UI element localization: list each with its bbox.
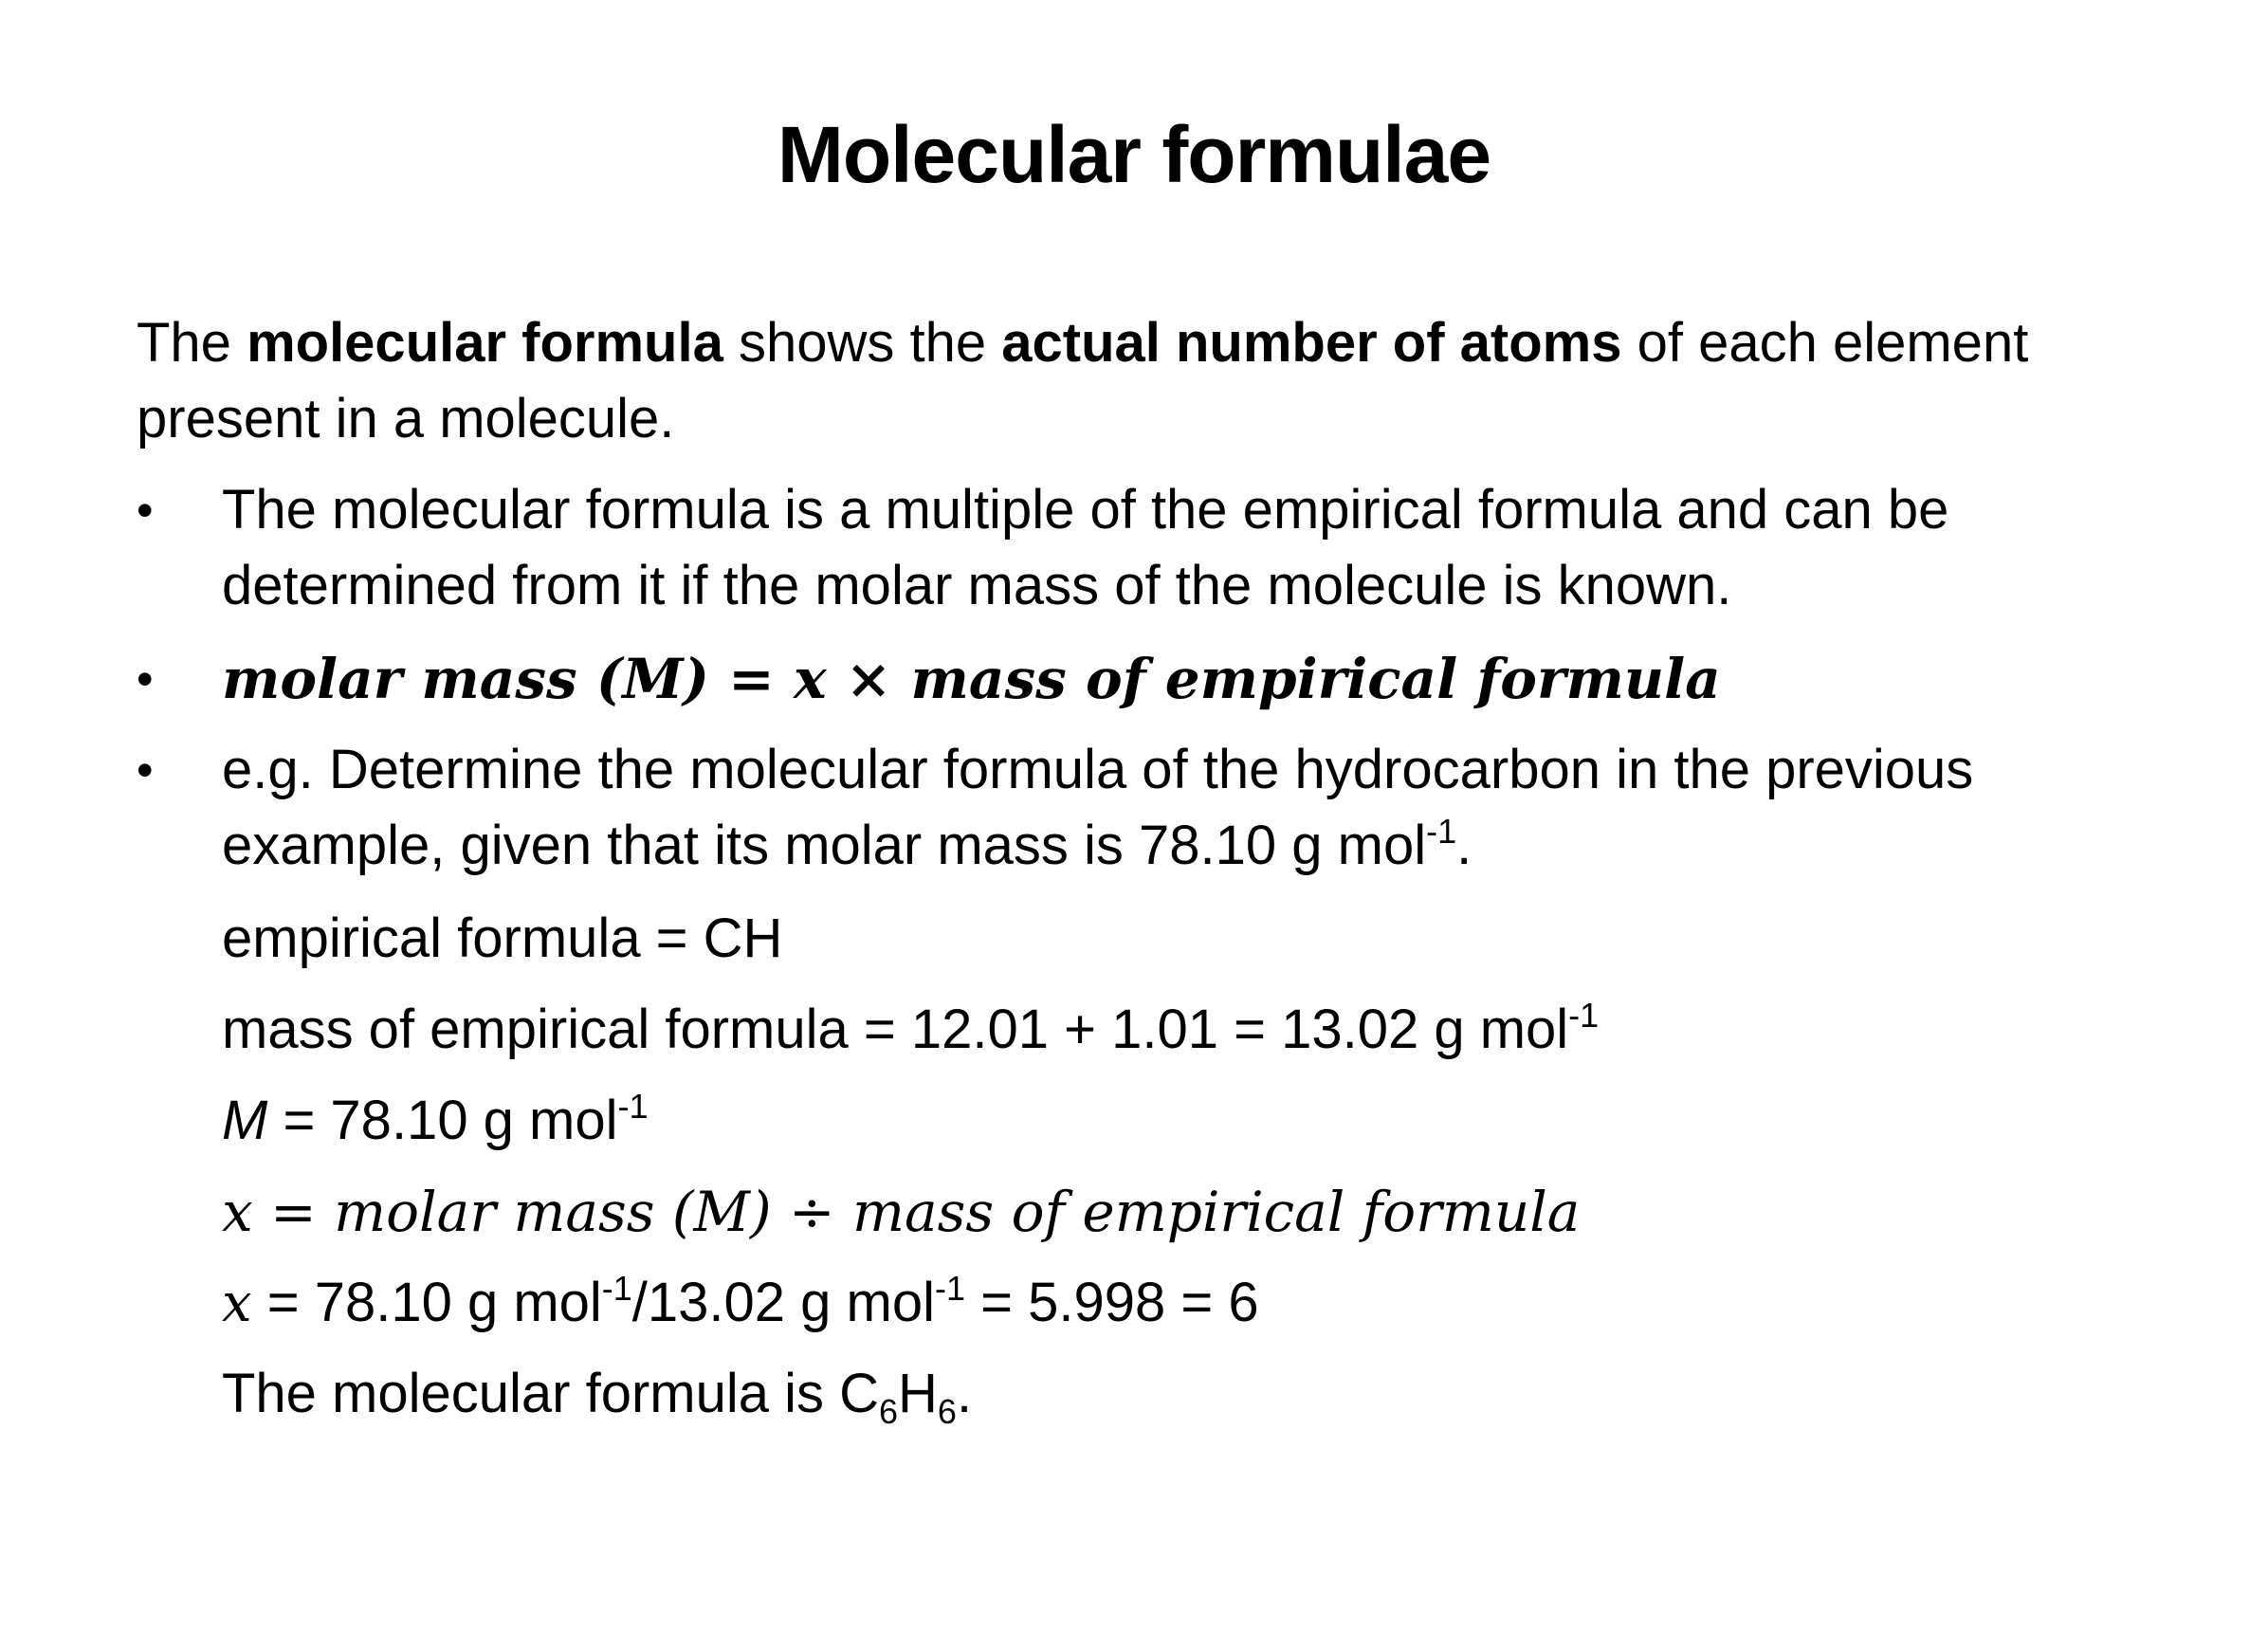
mass-empirical-superscript: -1 — [1568, 996, 1600, 1035]
example-text: e.g. Determine the molecular formula of the hydrocarbon in the previous example, given that its molar mass is 78.10 g mol — [222, 739, 1974, 876]
example-superscript: -1 — [1426, 812, 1457, 851]
bullet-molar-mass-equation: molar mass (M) = x × mass of empirical formula — [222, 647, 1721, 711]
bullet-marker: • — [137, 652, 154, 706]
x-calc-part-3: = 5.998 = 6 — [965, 1272, 1259, 1333]
intro-text-1: The — [137, 312, 247, 374]
conclusion-end: . — [956, 1363, 973, 1424]
intro-bold-molecular-formula: molecular formula — [247, 312, 723, 374]
bullet-marker: • — [137, 743, 154, 797]
x-calc-part-1: = 78.10 g mol — [251, 1272, 602, 1333]
working-conclusion — [222, 1356, 2118, 1432]
intro-text-3: of each element present in a molecule. — [137, 312, 2029, 449]
intro-paragraph — [137, 305, 2147, 457]
conclusion-subscript-h: 6 — [937, 1392, 957, 1431]
conclusion-text: The molecular formula is C — [222, 1363, 879, 1424]
x-calc-superscript-2: -1 — [935, 1269, 966, 1308]
molar-mass-variable: M — [222, 1090, 268, 1151]
bullet-text-example — [222, 732, 2166, 884]
bullet-marker: • — [137, 484, 154, 537]
working-empirical-formula: empirical formula = CH — [222, 908, 783, 969]
molar-mass-text: = 78.10 g mol — [267, 1090, 618, 1151]
working-molar-mass — [222, 1083, 2118, 1159]
x-calc-superscript-1: -1 — [601, 1269, 632, 1308]
example-end: . — [1456, 815, 1472, 876]
slide-title: Molecular formulae — [777, 110, 1491, 199]
working-mass-empirical — [222, 992, 2118, 1068]
molar-mass-superscript: -1 — [617, 1087, 649, 1126]
bullet-text-multiple: The molecular formula is a multiple of the empirical formula and can be determined from it if the molar mass of the molecule is known. — [222, 479, 1949, 616]
intro-text-2: shows the — [722, 312, 1002, 374]
working-x-calculation — [222, 1265, 2118, 1342]
x-calc-part-2: /13.02 g mol — [631, 1272, 935, 1333]
intro-bold-actual-number: actual number of atoms — [1001, 312, 1622, 374]
working-x-equation: x = molar mass (M) ÷ mass of empirical formula — [222, 1180, 1581, 1244]
conclusion-h: H — [898, 1363, 938, 1424]
x-variable: x — [222, 1273, 252, 1334]
conclusion-subscript-c: 6 — [879, 1392, 899, 1431]
mass-empirical-text: mass of empirical formula = 12.01 + 1.01 = 13.02 g mol — [222, 999, 1569, 1060]
